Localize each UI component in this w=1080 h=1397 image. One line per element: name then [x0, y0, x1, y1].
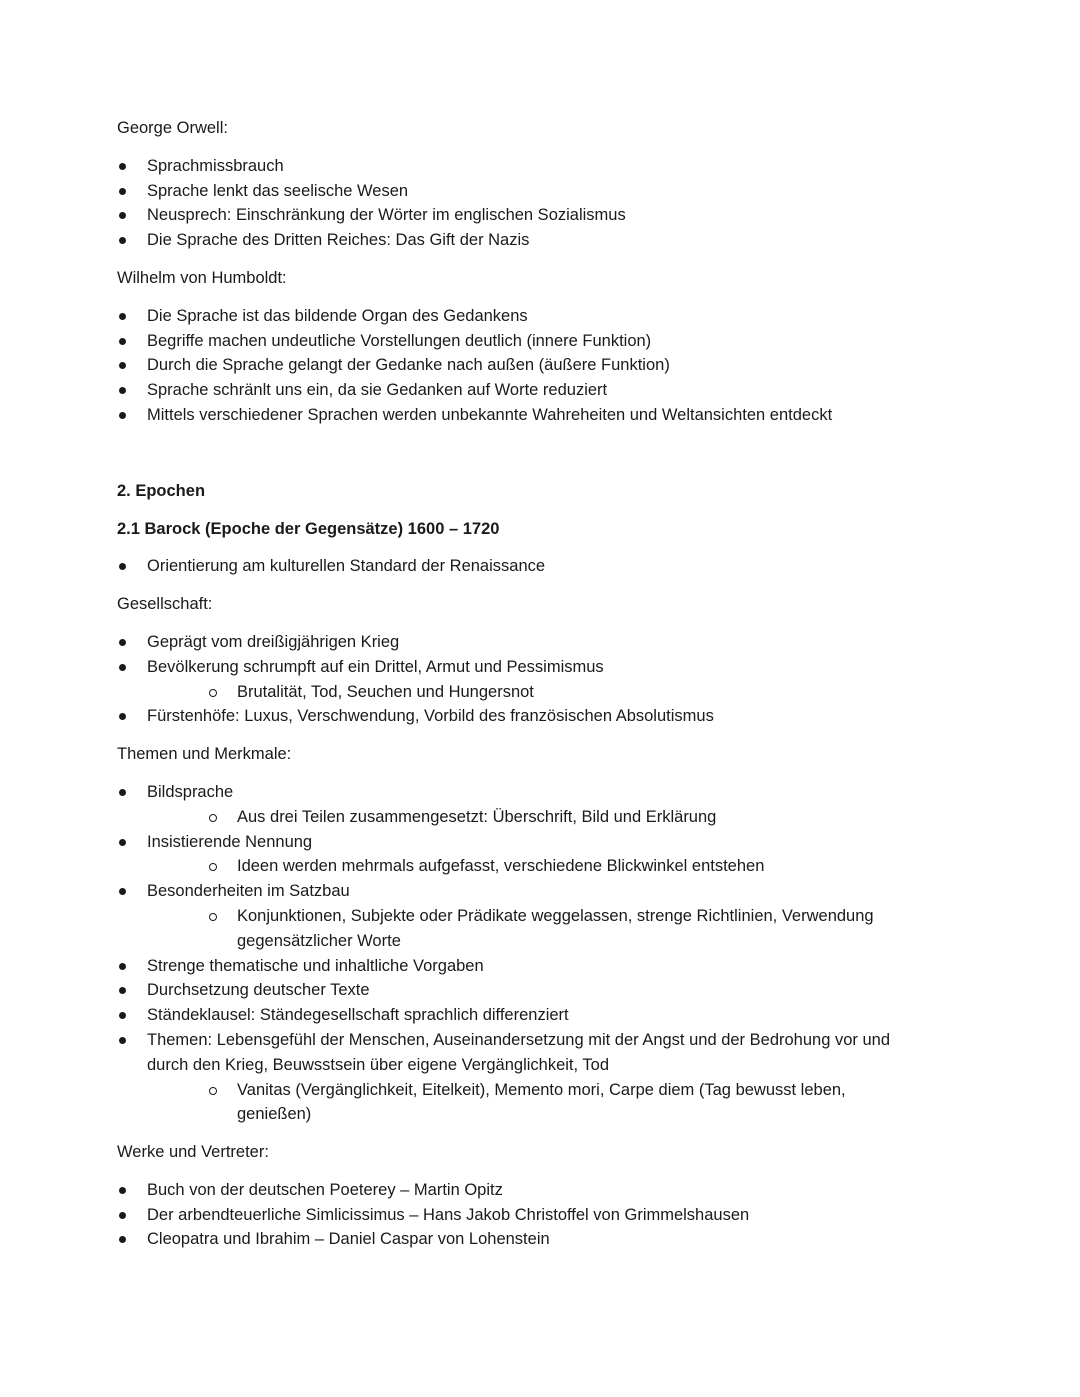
list-orwell [117, 154, 917, 253]
list-barock [117, 554, 917, 579]
heading-barock: 2.1 Barock (Epoche der Gegensätze) 1600 – 1720 [117, 519, 500, 538]
heading-werke: Werke und Vertreter: [117, 1143, 269, 1162]
list-item: Sprache schränlt uns ein, da sie Gedanken auf Worte reduziert [117, 378, 917, 403]
sub-list-item [147, 680, 917, 705]
list-item-text: Insistierende Nennung [147, 832, 313, 851]
list-item: Strenge thematische und inhaltliche Vorgaben [117, 954, 917, 979]
list-item [117, 1028, 917, 1127]
list-item: Sprachmissbrauch [117, 154, 917, 179]
sub-list [147, 1078, 917, 1128]
heading-orwell: George Orwell: [117, 119, 228, 137]
list-item: Orientierung am kulturellen Standard der Renaissance [117, 554, 917, 579]
sub-list-item-text: Ideen werden mehrmals aufgefasst, verschiedene Blickwinkel entstehen [237, 857, 765, 876]
list-themen [117, 780, 917, 1127]
list-item: Ständeklausel: Ständegesellschaft sprachlich differenziert [117, 1003, 917, 1028]
sub-list [147, 805, 917, 830]
list-item [117, 780, 917, 830]
list-item: Durch die Sprache gelangt der Gedanke nach außen (äußere Funktion) [117, 353, 917, 378]
section-spacer [117, 441, 917, 479]
list-item-text: Bildsprache [147, 782, 234, 801]
list-item: Buch von der deutschen Poeterey – Martin Opitz [117, 1178, 917, 1203]
sub-list-item-text: Vanitas (Vergänglichkeit, Eitelkeit), Memento mori, Carpe diem (Tag bewusst leben, genießen) [237, 1080, 846, 1124]
sub-list-item-text: Aus drei Teilen zusammengesetzt: Überschrift, Bild und Erklärung [237, 807, 717, 826]
sub-list-item [147, 904, 917, 954]
list-item [117, 879, 917, 953]
list-humboldt [117, 304, 917, 428]
heading-gesellschaft: Gesellschaft: [117, 595, 213, 614]
list-item: Mittels verschiedener Sprachen werden unbekannte Wahreheiten und Weltansichten entdeckt [117, 403, 917, 428]
list-item: Durchsetzung deutscher Texte [117, 978, 917, 1003]
sub-list [147, 904, 917, 954]
sub-list-item [147, 1078, 917, 1128]
heading-humboldt: Wilhelm von Humboldt: [117, 268, 287, 287]
list-item-text: Bevölkerung schrumpft auf ein Drittel, Armut und Pessimismus [147, 657, 604, 676]
list-item: Begriffe machen undeutliche Vorstellungen deutlich (innere Funktion) [117, 329, 917, 354]
list-item: Fürstenhöfe: Luxus, Verschwendung, Vorbild des französischen Absolutismus [117, 704, 917, 729]
sub-list-item [147, 805, 917, 830]
sub-list-item-text: Konjunktionen, Subjekte oder Prädikate weggelassen, strenge Richtlinien, Verwendung gegensätzlicher Worte [237, 906, 874, 950]
list-item: Sprache lenkt das seelische Wesen [117, 179, 917, 204]
list-werke [117, 1178, 917, 1252]
list-item-text: Besonderheiten im Satzbau [147, 882, 350, 901]
list-item: Neusprech: Einschränkung der Wörter im englischen Sozialismus [117, 203, 917, 228]
sub-list-item [147, 854, 917, 879]
list-item [117, 830, 917, 880]
sub-list [147, 680, 917, 705]
list-item-text: Themen: Lebensgefühl der Menschen, Auseinandersetzung mit der Angst und der Bedrohung vor und durch den Krieg, Beuwsstsein über eigene Vergänglichkeit, Tod [147, 1030, 890, 1074]
list-item [117, 655, 917, 705]
list-item: Die Sprache ist das bildende Organ des Gedankens [117, 304, 917, 329]
sub-list-item-text: Brutalität, Tod, Seuchen und Hungersnot [237, 682, 534, 701]
list-gesellschaft [117, 630, 917, 729]
list-item: Geprägt vom dreißigjährigen Krieg [117, 630, 917, 655]
heading-themen: Themen und Merkmale: [117, 745, 292, 764]
heading-epochen: 2. Epochen [117, 481, 206, 500]
sub-list [147, 854, 917, 879]
document-page [117, 116, 917, 1265]
list-item: Cleopatra und Ibrahim – Daniel Caspar von Lohenstein [117, 1227, 917, 1252]
list-item: Der arbendteuerliche Simlicissimus – Hans Jakob Christoffel von Grimmelshausen [117, 1203, 917, 1228]
list-item: Die Sprache des Dritten Reiches: Das Gift der Nazis [117, 228, 917, 253]
